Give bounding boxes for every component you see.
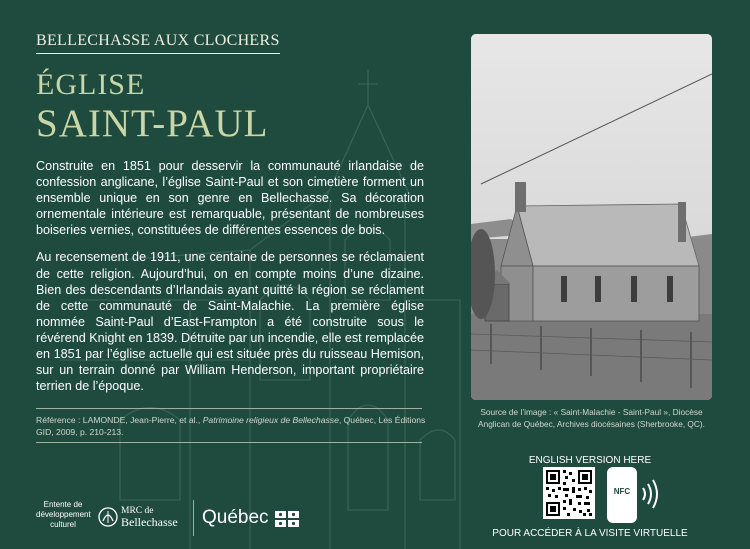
logo-divider	[193, 500, 194, 536]
description-paragraph-2: Au recensement de 1911, une centaine de personnes se réclamaient de cette religion. Aujourd’hui, on en compte moins d’une dizaine. Bien des descendants d’Irlandais ayant quitté la région se réclament de cette communauté de Saint-Malachie. La première église nommée Saint-Paul d’East-Frampton a été construite sous le révérend Knight en 1839. Détruite par un incendie, elle est remplacée en 1851 par l’église actuelle qui est située près du ruisseau Hemison, sur un terrain donné par William Henderson, important propriétaire terrien de l’époque.	[36, 250, 424, 394]
series-title: BELLECHASSE AUX CLOCHERS	[36, 32, 280, 54]
page-title-line2: SAINT-PAUL	[36, 102, 269, 145]
mrc-line2: Bellechasse	[121, 515, 178, 529]
reference-work-title: Patrimoine religieux de Bellechasse	[202, 415, 339, 425]
description-paragraph-1: Construite en 1851 pour desservir la communauté irlandaise de confession anglicane, l’église Saint-Paul et son cimetière forment un ensemble unique en son genre en Bellechasse. Sa décoration ornementale intérieure est remarquable, présentant de nombreuses boiseries vernies, constituées de différentes essences de bois.	[36, 159, 424, 238]
mrc-logo-icon	[98, 505, 118, 531]
nfc-label: NFC	[613, 487, 631, 496]
quebec-flag-icon	[275, 511, 299, 527]
reference-suffix: , Québec, Les Éditions GID, 2009, p. 210-213.	[36, 415, 426, 437]
reference-rule-bottom	[36, 442, 422, 443]
phone-icon[interactable]	[607, 467, 637, 523]
qr-code-icon[interactable]	[543, 467, 595, 519]
partner-text: Entente de développement culturel	[36, 500, 91, 529]
mrc-line1: MRC de	[121, 506, 154, 516]
page-title-line1: ÉGLISE	[36, 68, 146, 101]
virtual-visit-label: POUR ACCÉDER À LA VISITE VIRTUELLE	[492, 528, 688, 539]
reference-rule-top	[36, 408, 422, 409]
nfc-waves-icon	[640, 478, 660, 510]
mrc-logo-text	[121, 506, 178, 528]
reference-text	[36, 414, 426, 438]
reference-prefix: Référence : LAMONDE, Jean-Pierre, et al.,	[36, 415, 203, 425]
historic-church-photo	[471, 34, 712, 400]
english-version-label: ENGLISH VERSION HERE	[528, 455, 652, 466]
quebec-wordmark: Québec	[202, 507, 269, 528]
image-caption: Source de l’image : « Saint-Malachie - Saint-Paul », Diocèse Anglican de Québec, Archives diocésaines (Sherbrooke, QC).	[478, 407, 705, 429]
description-text	[36, 158, 424, 405]
